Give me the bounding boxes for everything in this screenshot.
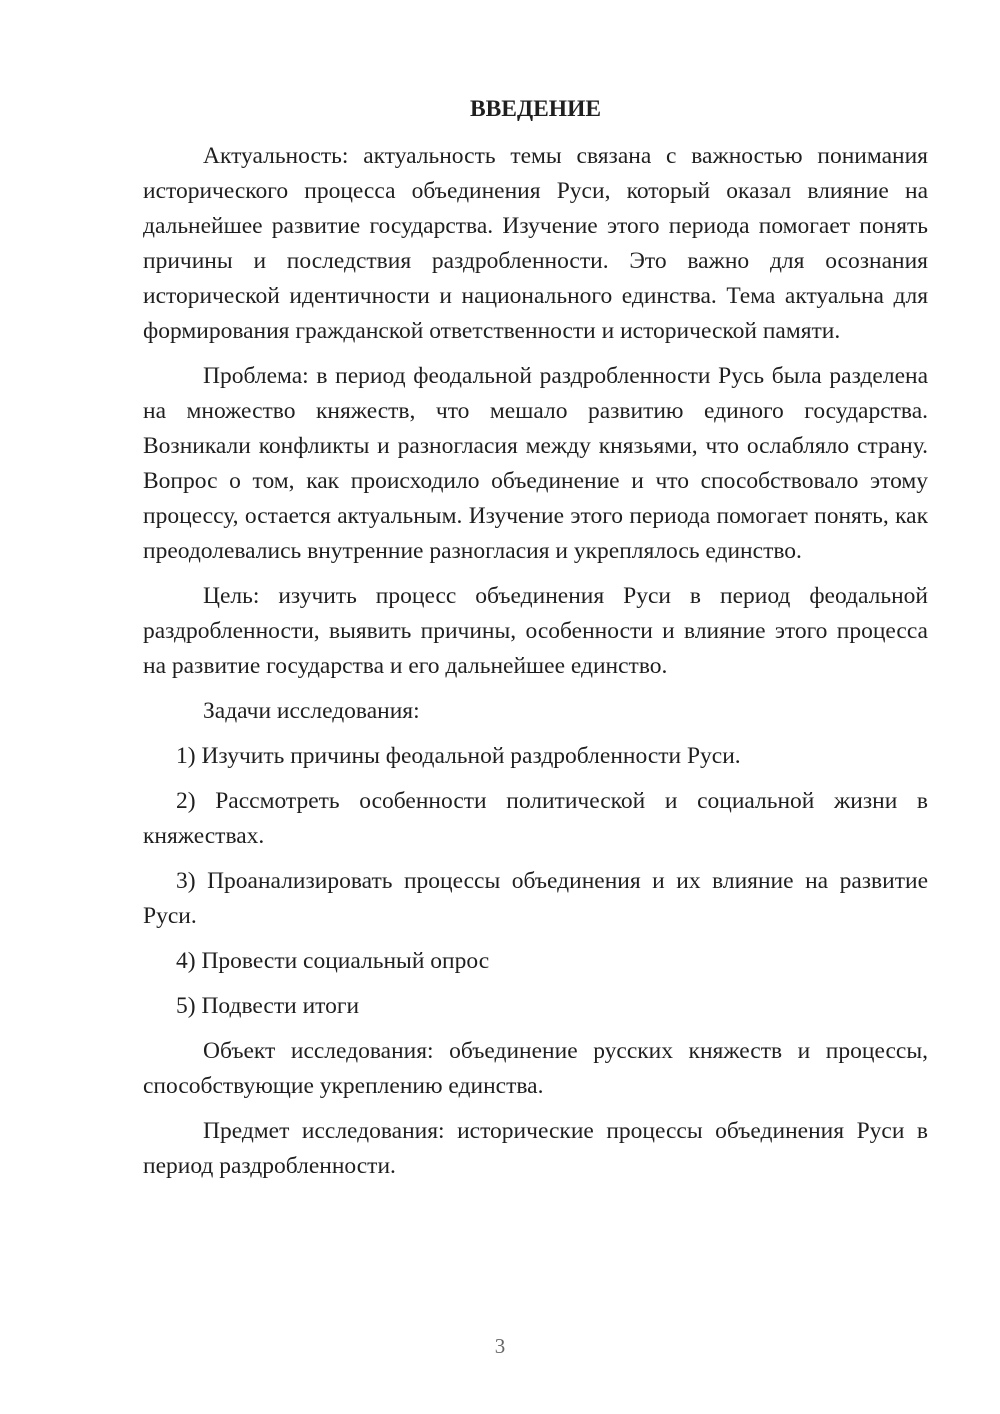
subject-paragraph: Предмет исследования: исторические процессы объединения Руси в период раздробленности. [143, 1118, 928, 1179]
relevance-paragraph: Актуальность: актуальность темы связана с важностью понимания исторического процесса объединения Руси, который оказал влияние на дальнейшее развитие государства. Изучение этого периода помогает понять причины и последствия раздробленности. Это важно для осознания исторической идентичности и национального единства. Тема актуальна для формирования гражданской ответственности и исторической памяти. [143, 143, 928, 344]
task-item-3: 3) Проанализировать процессы объединения и их влияние на развитие Руси. [143, 868, 928, 929]
goal-paragraph: Цель: изучить процесс объединения Руси в период феодальной раздробленности, выявить причины, особенности и влияние этого процесса на развитие государства и его дальнейшее единство. [143, 583, 928, 679]
section-title: ВВЕДЕНИЕ [469, 96, 602, 122]
task-item-2: 2) Рассмотреть особенности политической и социальной жизни в княжествах. [143, 788, 928, 849]
task-item-5: 5) Подвести итоги [176, 993, 360, 1019]
task-item-4: 4) Провести социальный опрос [176, 948, 490, 974]
problem-paragraph: Проблема: в период феодальной раздробленности Русь была разделена на множество княжеств, что мешало развитию единого государства. Возникали конфликты и разногласия между князьями, что ослабляло страну. Вопрос о том, как происходило объединение и что способствовало этому процессу, остается актуальным. Изучение этого периода помогает понять, как преодолевались внутренние разногласия и укреплялось единство. [143, 363, 928, 564]
object-paragraph: Объект исследования: объединение русских княжеств и процессы, способствующие укреплению единства. [143, 1038, 928, 1099]
document-body [143, 92, 928, 1194]
page-number: 3 [494, 1334, 506, 1358]
task-item-1: 1) Изучить причины феодальной раздробленности Руси. [176, 743, 741, 769]
tasks-heading: Задачи исследования: [203, 698, 420, 724]
